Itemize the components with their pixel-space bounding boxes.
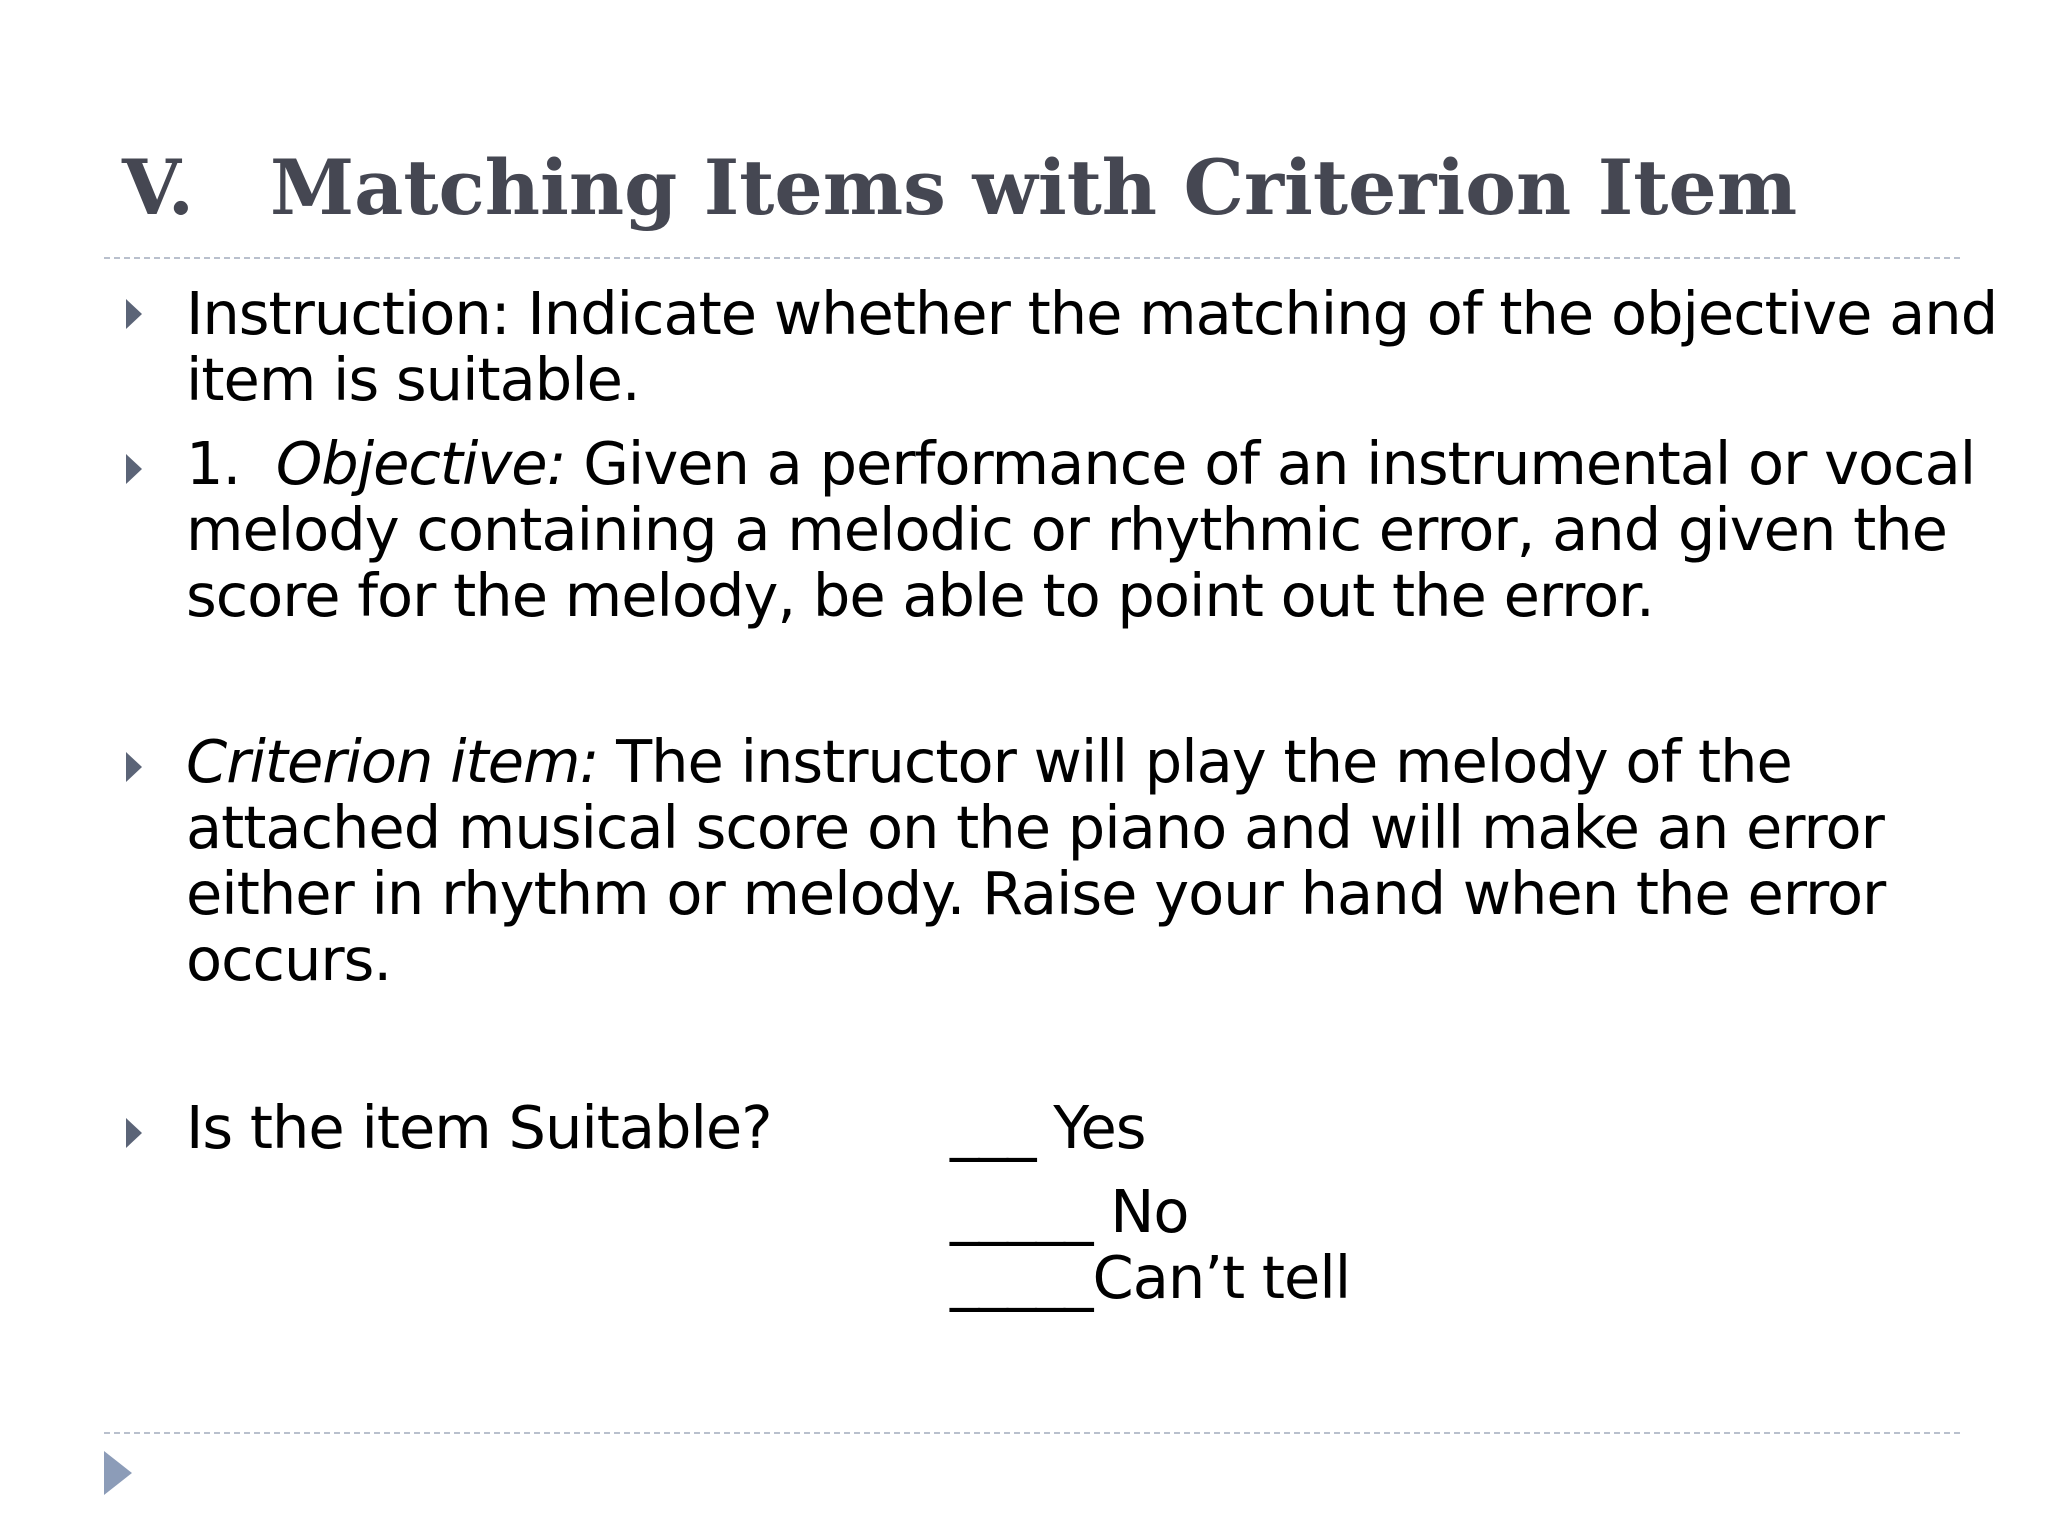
instruction-line-1: Instruction: Indicate whether the matching of the objective and xyxy=(186,279,1998,348)
slide-title xyxy=(122,143,1798,232)
bullet-triangle-icon xyxy=(126,752,142,782)
question-text xyxy=(186,1095,772,1161)
objective-line-3: score for the melody, be able to point out the error. xyxy=(186,561,1654,630)
bullet-triangle-icon xyxy=(126,454,142,484)
slide-title-number: V. xyxy=(122,143,195,232)
objective-line-1-rest: Given a performance of an instrumental or vocal xyxy=(565,429,1976,498)
criterion-line-1 xyxy=(186,729,1885,795)
footer-divider xyxy=(104,1432,1960,1434)
objective-number: 1. xyxy=(186,429,241,498)
criterion-line-4: occurs. xyxy=(186,925,392,994)
criterion-label: Criterion item: xyxy=(186,727,599,796)
answer-yes: ___ Yes xyxy=(950,1093,1146,1162)
objective-line-1 xyxy=(186,431,1975,497)
criterion-text xyxy=(186,729,1885,993)
criterion-line-2: attached musical score on the piano and will make an error xyxy=(186,793,1884,862)
criterion-line-3: either in rhythm or melody. Raise your hand when the error xyxy=(186,859,1886,928)
objective-label: Objective: xyxy=(275,429,566,498)
answer-cant-tell: _____Can’t tell xyxy=(950,1243,1351,1312)
title-divider xyxy=(104,257,1960,259)
triangle-right-icon xyxy=(104,1451,132,1495)
instruction-text xyxy=(186,281,1997,413)
objective-line-2: melody containing a melodic or rhythmic error, and given the xyxy=(186,495,1947,564)
slide-title-text: Matching Items with Criterion Item xyxy=(270,143,1798,232)
objective-text xyxy=(186,431,1975,629)
bullet-triangle-icon xyxy=(126,1118,142,1148)
answer-no: _____ No xyxy=(950,1177,1189,1246)
instruction-line-2: item is suitable. xyxy=(186,345,640,414)
bullet-triangle-icon xyxy=(126,299,142,329)
criterion-line-1-rest: The instructor will play the melody of the xyxy=(598,727,1792,796)
question-line: Is the item Suitable? xyxy=(186,1093,772,1162)
